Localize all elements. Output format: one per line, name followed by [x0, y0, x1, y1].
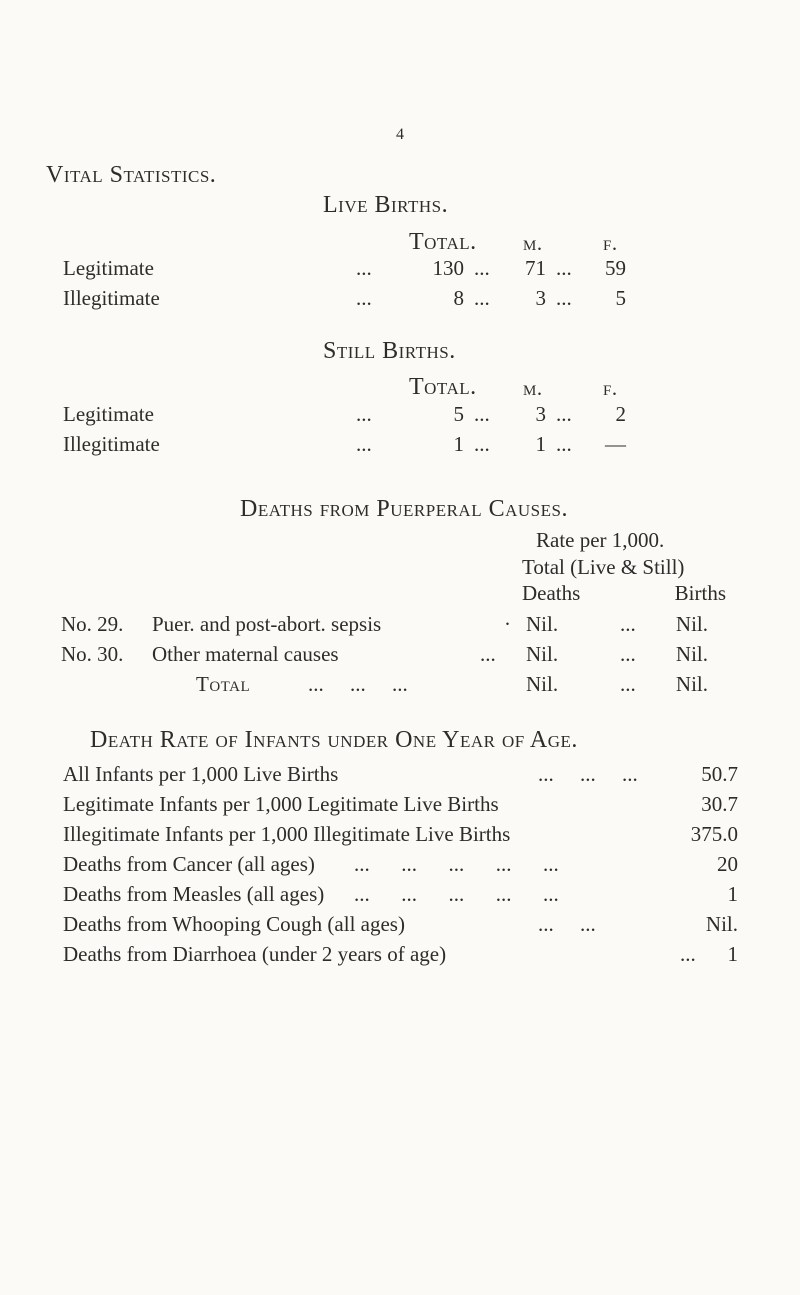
leader-dots: ... ... ... ... ... — [354, 882, 559, 906]
leader-dots: ... — [356, 402, 372, 426]
infant-stat-label: Deaths from Whooping Cough (all ages) — [63, 912, 405, 936]
puerperal-row-label: Other maternal causes — [152, 642, 339, 666]
puerperal-row-deaths: Nil. — [526, 672, 559, 696]
infant-stat-value: 30.7 — [701, 792, 738, 816]
leader-dots: ... — [556, 402, 572, 426]
still-births-f-header: f. — [603, 376, 618, 400]
leader-dots: ... ... ... — [308, 672, 408, 696]
puerperal-heading: Deaths from Puerperal Causes. — [240, 496, 568, 522]
still-births-total-header: Total. — [409, 374, 477, 400]
infant-stat-label: Illegitimate Infants per 1,000 Illegitimate Live Births — [63, 822, 511, 846]
puerperal-row-label: Puer. and post-abort. sepsis — [152, 612, 382, 636]
puerperal-row-deaths: Nil. — [526, 642, 559, 666]
puerperal-row-births: Nil. — [675, 612, 708, 636]
live-births-row-m: 71 — [525, 256, 546, 280]
still-births-row-m: 1 — [535, 432, 546, 456]
still-births-row-f: 2 — [615, 402, 626, 426]
puerperal-row-births: Nil. — [675, 642, 708, 666]
leader-dots: ... — [620, 612, 636, 636]
still-births-row-total: 1 — [453, 432, 464, 456]
live-births-row-label: Illegitimate — [63, 286, 160, 310]
still-births-row-m: 3 — [535, 402, 546, 426]
leader-dots: ... ... ... ... ... — [354, 852, 559, 876]
rate-subheader: Total (Live & Still) — [522, 555, 685, 579]
births-column-header: Births — [674, 581, 726, 605]
leader-dots: ... — [480, 642, 496, 666]
leader-dots: ... — [474, 432, 490, 456]
still-births-row-f: — — [605, 432, 626, 456]
leader-dots: ... — [356, 256, 372, 280]
infant-stat-value: 1 — [727, 882, 738, 906]
puerperal-row-deaths: Nil. — [526, 612, 559, 636]
leader-dots: ... — [474, 286, 490, 310]
live-births-row-m: 3 — [535, 286, 546, 310]
puerperal-row-number: No. 29. — [61, 612, 124, 636]
still-births-row-label: Legitimate — [63, 402, 154, 426]
infant-stat-label: All Infants per 1,000 Live Births — [63, 762, 339, 786]
infant-stat-value: 20 — [717, 852, 738, 876]
infant-stat-label: Legitimate Infants per 1,000 Legitimate Live Births — [63, 792, 499, 816]
leader-dots: ... — [620, 642, 636, 666]
live-births-row-f: 5 — [615, 286, 626, 310]
infant-stat-value: 1 — [727, 942, 738, 966]
infant-stat-value: 375.0 — [690, 822, 738, 846]
live-births-row-total: 8 — [453, 286, 464, 310]
page-number: 4 — [396, 126, 404, 143]
leader-dots: ... — [680, 942, 696, 966]
puerperal-total-label: Total — [196, 672, 251, 696]
leader-dots: ... — [474, 402, 490, 426]
leader-dots: ... — [556, 256, 572, 280]
live-births-row-f: 59 — [605, 256, 626, 280]
infant-stat-label: Deaths from Diarrhoea (under 2 years of age) — [63, 942, 447, 966]
infant-stat-value: Nil. — [705, 912, 738, 936]
leader-dots: · — [504, 612, 511, 636]
still-births-m-header: m. — [523, 376, 543, 400]
leader-dots: ... ... ... — [538, 762, 638, 786]
section-title: Vital Statistics. — [46, 162, 217, 188]
leader-dots: ... — [356, 432, 372, 456]
rate-header: Rate per 1,000. — [536, 528, 665, 552]
live-births-total-header: Total. — [409, 229, 477, 255]
still-births-row-label: Illegitimate — [63, 432, 160, 456]
leader-dots: ... — [620, 672, 636, 696]
puerperal-row-births: Nil. — [675, 672, 708, 696]
leader-dots: ... — [556, 286, 572, 310]
puerperal-row-number: No. 30. — [61, 642, 124, 666]
infant-stat-label: Deaths from Measles (all ages) — [63, 882, 325, 906]
leader-dots: ... — [556, 432, 572, 456]
live-births-row-label: Legitimate — [63, 256, 154, 280]
infant-stat-label: Deaths from Cancer (all ages) — [63, 852, 315, 876]
live-births-heading: Live Births. — [323, 192, 449, 218]
live-births-row-total: 130 — [432, 256, 464, 280]
still-births-heading: Still Births. — [323, 338, 456, 364]
deaths-column-header: Deaths — [522, 581, 581, 605]
live-births-f-header: f. — [603, 231, 618, 255]
infant-stat-value: 50.7 — [701, 762, 738, 786]
leader-dots: ... ... — [538, 912, 596, 936]
leader-dots: ... — [356, 286, 372, 310]
live-births-m-header: m. — [523, 231, 543, 255]
leader-dots: ... — [474, 256, 490, 280]
still-births-row-total: 5 — [453, 402, 464, 426]
infants-heading: Death Rate of Infants under One Year of Age. — [90, 727, 578, 753]
